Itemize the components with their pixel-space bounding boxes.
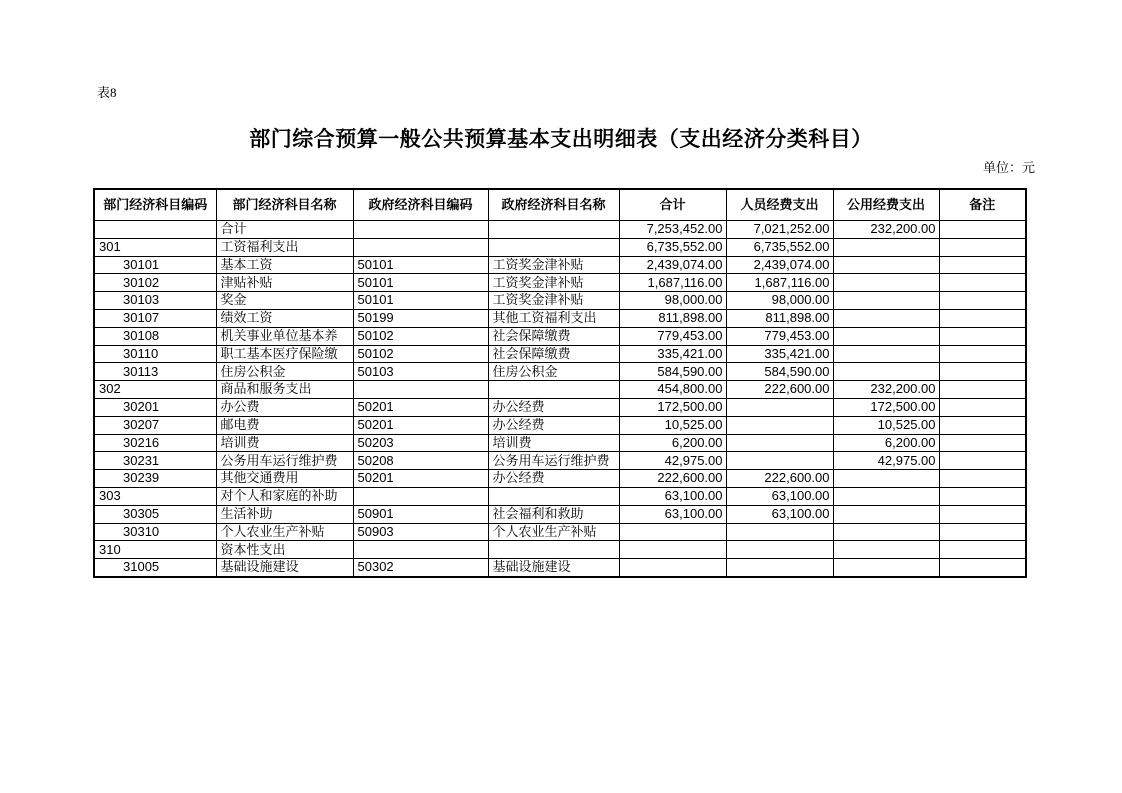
cell-gov-code: 50101 — [353, 256, 488, 274]
cell-gov-name: 工资奖金津补贴 — [488, 292, 619, 310]
cell-total: 172,500.00 — [619, 398, 726, 416]
cell-dept-code: 30101 — [94, 256, 216, 274]
cell-gov-code: 50901 — [353, 505, 488, 523]
cell-gov-code: 50201 — [353, 470, 488, 488]
cell-note — [939, 381, 1026, 399]
cell-public — [833, 559, 939, 577]
cell-dept-code: 30201 — [94, 398, 216, 416]
cell-gov-code: 50199 — [353, 309, 488, 327]
cell-dept-name: 资本性支出 — [216, 541, 353, 559]
cell-public — [833, 256, 939, 274]
cell-dept-code: 30239 — [94, 470, 216, 488]
cell-note — [939, 292, 1026, 310]
cell-personnel — [726, 398, 833, 416]
table-row — [94, 559, 1026, 577]
cell-note — [939, 505, 1026, 523]
cell-total — [619, 559, 726, 577]
table-row — [94, 505, 1026, 523]
table-row — [94, 256, 1026, 274]
table-number-label: 表8 — [97, 85, 117, 100]
cell-dept-name: 个人农业生产补贴 — [216, 523, 353, 541]
cell-dept-code: 30102 — [94, 274, 216, 292]
header-row — [94, 189, 1026, 221]
cell-personnel: 335,421.00 — [726, 345, 833, 363]
cell-dept-name: 绩效工资 — [216, 309, 353, 327]
cell-gov-name: 公务用车运行维护费 — [488, 452, 619, 470]
col-header-personnel: 人员经费支出 — [726, 189, 833, 221]
cell-total: 335,421.00 — [619, 345, 726, 363]
cell-public — [833, 505, 939, 523]
cell-note — [939, 238, 1026, 256]
cell-gov-name — [488, 221, 619, 239]
cell-dept-name: 奖金 — [216, 292, 353, 310]
cell-dept-name: 基础设施建设 — [216, 559, 353, 577]
table-row — [94, 309, 1026, 327]
cell-total: 63,100.00 — [619, 487, 726, 505]
cell-gov-code: 50203 — [353, 434, 488, 452]
cell-gov-code — [353, 541, 488, 559]
cell-gov-code — [353, 221, 488, 239]
cell-dept-code: 303 — [94, 487, 216, 505]
cell-gov-code: 50101 — [353, 274, 488, 292]
cell-gov-name — [488, 381, 619, 399]
cell-gov-name: 培训费 — [488, 434, 619, 452]
cell-dept-name: 邮电费 — [216, 416, 353, 434]
cell-public — [833, 327, 939, 345]
cell-public: 172,500.00 — [833, 398, 939, 416]
cell-gov-name: 办公经费 — [488, 398, 619, 416]
cell-personnel: 7,021,252.00 — [726, 221, 833, 239]
cell-note — [939, 398, 1026, 416]
cell-gov-name — [488, 541, 619, 559]
cell-public: 232,200.00 — [833, 381, 939, 399]
cell-dept-code: 302 — [94, 381, 216, 399]
cell-public: 232,200.00 — [833, 221, 939, 239]
cell-gov-code — [353, 381, 488, 399]
cell-public — [833, 523, 939, 541]
table-row — [94, 274, 1026, 292]
cell-note — [939, 363, 1026, 381]
table-row — [94, 452, 1026, 470]
cell-note — [939, 416, 1026, 434]
table-row — [94, 541, 1026, 559]
table-row — [94, 345, 1026, 363]
cell-gov-code: 50102 — [353, 345, 488, 363]
cell-personnel: 811,898.00 — [726, 309, 833, 327]
table-row — [94, 487, 1026, 505]
cell-note — [939, 470, 1026, 488]
col-header-dept-name: 部门经济科目名称 — [216, 189, 353, 221]
cell-personnel — [726, 452, 833, 470]
page-title: 部门综合预算一般公共预算基本支出明细表（支出经济分类科目） — [249, 128, 873, 151]
cell-dept-code: 301 — [94, 238, 216, 256]
cell-dept-name: 津贴补贴 — [216, 274, 353, 292]
cell-personnel: 63,100.00 — [726, 505, 833, 523]
cell-dept-name: 办公费 — [216, 398, 353, 416]
cell-public — [833, 345, 939, 363]
cell-gov-name: 个人农业生产补贴 — [488, 523, 619, 541]
cell-dept-name: 基本工资 — [216, 256, 353, 274]
cell-dept-name: 对个人和家庭的补助 — [216, 487, 353, 505]
table-row — [94, 434, 1026, 452]
cell-public — [833, 292, 939, 310]
cell-note — [939, 541, 1026, 559]
cell-note — [939, 274, 1026, 292]
cell-personnel: 779,453.00 — [726, 327, 833, 345]
cell-total: 779,453.00 — [619, 327, 726, 345]
cell-personnel — [726, 541, 833, 559]
cell-personnel: 6,735,552.00 — [726, 238, 833, 256]
col-header-total: 合计 — [619, 189, 726, 221]
cell-personnel: 2,439,074.00 — [726, 256, 833, 274]
cell-gov-code: 50903 — [353, 523, 488, 541]
cell-dept-name: 生活补助 — [216, 505, 353, 523]
table-body — [94, 221, 1026, 577]
cell-public — [833, 363, 939, 381]
table-row — [94, 470, 1026, 488]
cell-public — [833, 487, 939, 505]
col-header-public: 公用经费支出 — [833, 189, 939, 221]
cell-gov-code — [353, 238, 488, 256]
cell-note — [939, 434, 1026, 452]
cell-gov-code — [353, 487, 488, 505]
cell-note — [939, 256, 1026, 274]
cell-gov-name: 社会福利和救助 — [488, 505, 619, 523]
cell-dept-name: 职工基本医疗保险缴 — [216, 345, 353, 363]
cell-dept-code: 30113 — [94, 363, 216, 381]
cell-dept-code: 30110 — [94, 345, 216, 363]
cell-note — [939, 221, 1026, 239]
cell-gov-name: 社会保障缴费 — [488, 327, 619, 345]
cell-dept-name: 机关事业单位基本养 — [216, 327, 353, 345]
table-row — [94, 363, 1026, 381]
cell-note — [939, 345, 1026, 363]
cell-gov-name: 办公经费 — [488, 470, 619, 488]
cell-dept-name: 工资福利支出 — [216, 238, 353, 256]
cell-public — [833, 274, 939, 292]
budget-table — [93, 188, 1027, 578]
cell-public — [833, 238, 939, 256]
cell-dept-name: 培训费 — [216, 434, 353, 452]
col-header-note: 备注 — [939, 189, 1026, 221]
cell-dept-code: 30103 — [94, 292, 216, 310]
cell-dept-name: 合计 — [216, 221, 353, 239]
cell-dept-code: 31005 — [94, 559, 216, 577]
cell-gov-code: 50201 — [353, 416, 488, 434]
cell-personnel — [726, 416, 833, 434]
cell-dept-name: 住房公积金 — [216, 363, 353, 381]
cell-total: 63,100.00 — [619, 505, 726, 523]
cell-note — [939, 452, 1026, 470]
cell-note — [939, 327, 1026, 345]
cell-note — [939, 523, 1026, 541]
cell-total — [619, 523, 726, 541]
cell-dept-name: 其他交通费用 — [216, 470, 353, 488]
cell-total: 222,600.00 — [619, 470, 726, 488]
table-row — [94, 523, 1026, 541]
cell-note — [939, 559, 1026, 577]
cell-gov-name: 工资奖金津补贴 — [488, 274, 619, 292]
cell-total: 42,975.00 — [619, 452, 726, 470]
cell-total: 6,200.00 — [619, 434, 726, 452]
cell-dept-code — [94, 221, 216, 239]
cell-gov-name: 工资奖金津补贴 — [488, 256, 619, 274]
cell-gov-code: 50101 — [353, 292, 488, 310]
cell-dept-code: 30216 — [94, 434, 216, 452]
cell-personnel — [726, 434, 833, 452]
cell-dept-code: 30207 — [94, 416, 216, 434]
cell-gov-code: 50302 — [353, 559, 488, 577]
cell-public — [833, 309, 939, 327]
cell-dept-code: 30108 — [94, 327, 216, 345]
table-row — [94, 381, 1026, 399]
cell-dept-name: 公务用车运行维护费 — [216, 452, 353, 470]
col-header-dept-code: 部门经济科目编码 — [94, 189, 216, 221]
col-header-gov-name: 政府经济科目名称 — [488, 189, 619, 221]
cell-total: 7,253,452.00 — [619, 221, 726, 239]
cell-gov-code: 50102 — [353, 327, 488, 345]
cell-public: 6,200.00 — [833, 434, 939, 452]
cell-dept-code: 30231 — [94, 452, 216, 470]
cell-total — [619, 541, 726, 559]
table-row — [94, 238, 1026, 256]
cell-gov-code: 50103 — [353, 363, 488, 381]
cell-total: 6,735,552.00 — [619, 238, 726, 256]
cell-gov-code: 50201 — [353, 398, 488, 416]
table-row — [94, 221, 1026, 239]
cell-dept-code: 30305 — [94, 505, 216, 523]
cell-dept-code: 30107 — [94, 309, 216, 327]
cell-public: 10,525.00 — [833, 416, 939, 434]
col-header-gov-code: 政府经济科目编码 — [353, 189, 488, 221]
cell-public: 42,975.00 — [833, 452, 939, 470]
cell-personnel: 222,600.00 — [726, 470, 833, 488]
cell-personnel: 98,000.00 — [726, 292, 833, 310]
cell-total: 811,898.00 — [619, 309, 726, 327]
cell-dept-code: 310 — [94, 541, 216, 559]
cell-gov-name — [488, 487, 619, 505]
cell-personnel: 584,590.00 — [726, 363, 833, 381]
cell-personnel — [726, 523, 833, 541]
cell-total: 454,800.00 — [619, 381, 726, 399]
cell-personnel: 222,600.00 — [726, 381, 833, 399]
cell-gov-code: 50208 — [353, 452, 488, 470]
cell-total: 98,000.00 — [619, 292, 726, 310]
cell-gov-name: 办公经费 — [488, 416, 619, 434]
cell-total: 584,590.00 — [619, 363, 726, 381]
cell-total: 1,687,116.00 — [619, 274, 726, 292]
cell-personnel — [726, 559, 833, 577]
cell-dept-name: 商品和服务支出 — [216, 381, 353, 399]
cell-public — [833, 541, 939, 559]
table-row — [94, 416, 1026, 434]
cell-gov-name: 其他工资福利支出 — [488, 309, 619, 327]
cell-personnel: 1,687,116.00 — [726, 274, 833, 292]
unit-label: 单位：元 — [982, 160, 1035, 175]
cell-gov-name: 住房公积金 — [488, 363, 619, 381]
table-row — [94, 398, 1026, 416]
cell-public — [833, 470, 939, 488]
cell-note — [939, 309, 1026, 327]
table-row — [94, 292, 1026, 310]
cell-dept-code: 30310 — [94, 523, 216, 541]
cell-gov-name — [488, 238, 619, 256]
table-row — [94, 327, 1026, 345]
cell-total: 10,525.00 — [619, 416, 726, 434]
cell-personnel: 63,100.00 — [726, 487, 833, 505]
cell-total: 2,439,074.00 — [619, 256, 726, 274]
cell-note — [939, 487, 1026, 505]
cell-gov-name: 社会保障缴费 — [488, 345, 619, 363]
cell-gov-name: 基础设施建设 — [488, 559, 619, 577]
